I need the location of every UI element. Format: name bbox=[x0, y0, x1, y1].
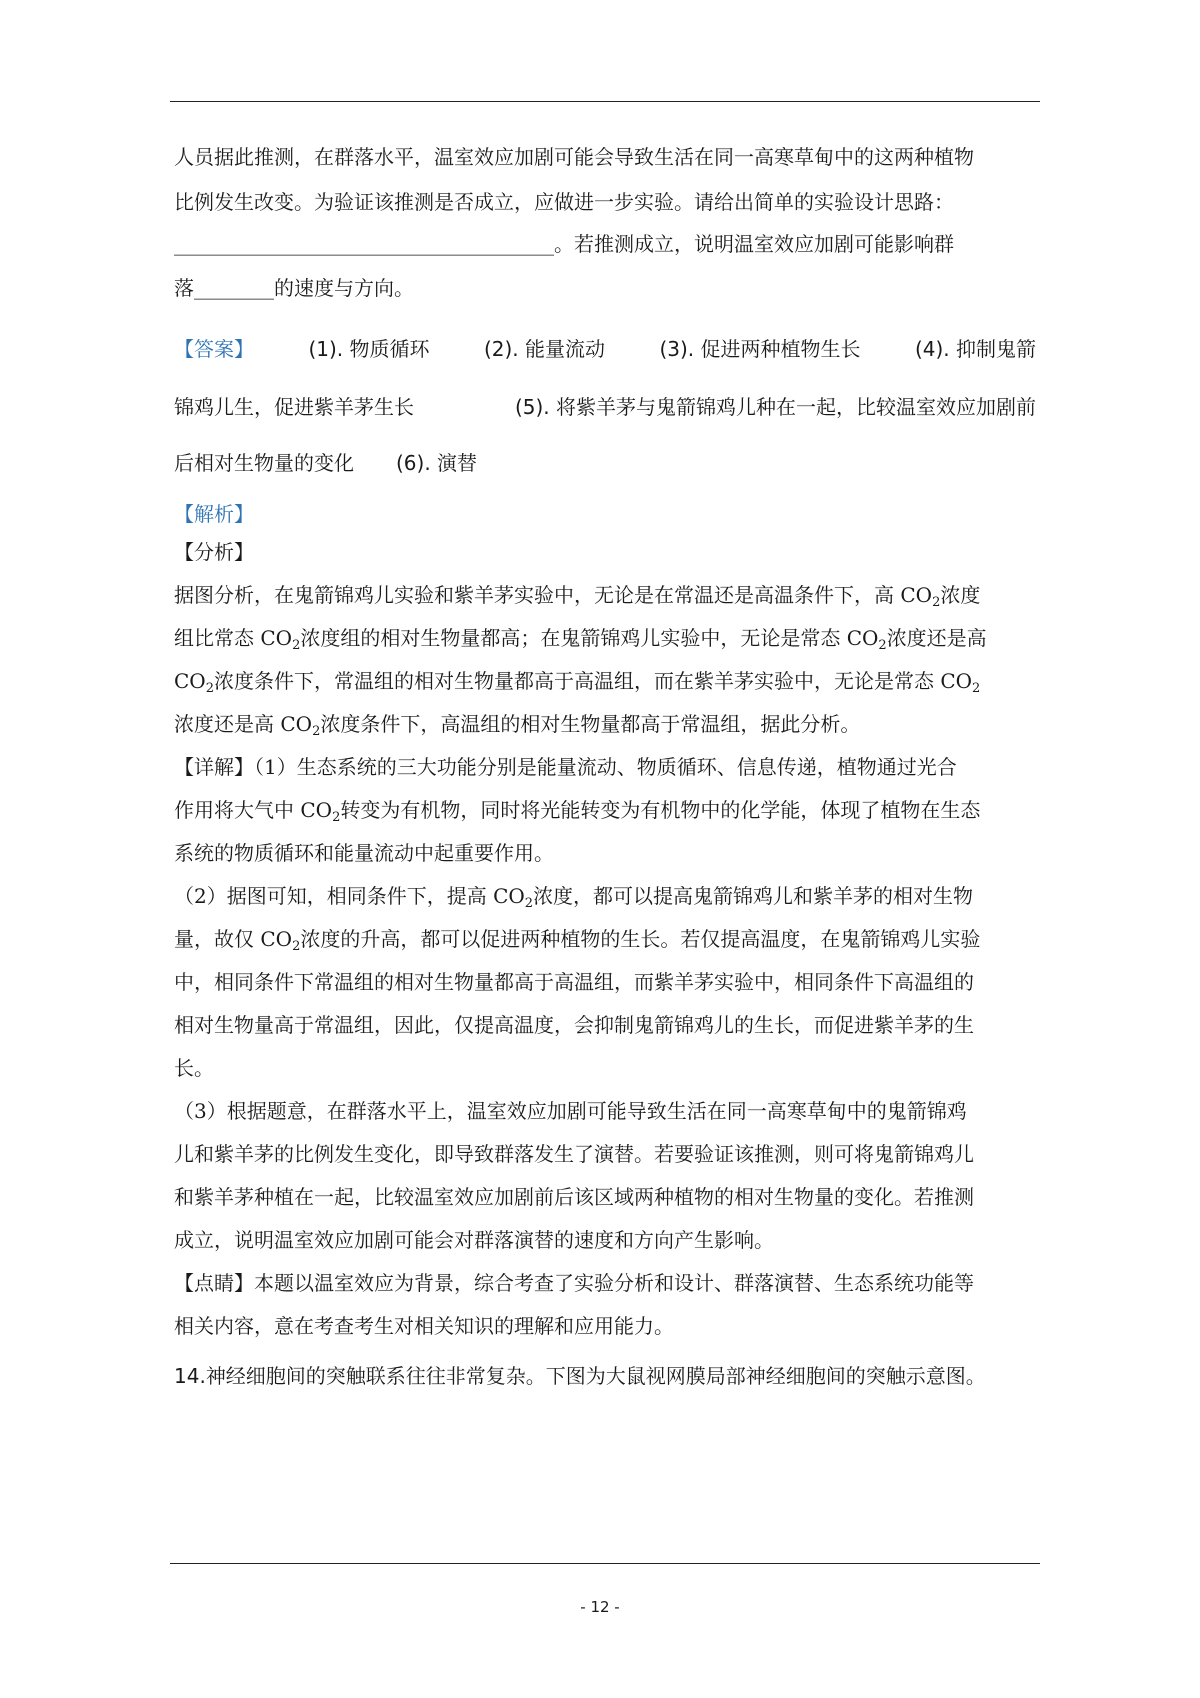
answer-row bbox=[174, 376, 1036, 438]
analysis-text: 浓度条件下，常温组的相对生物量都高于高温组，而在紫羊茅实验中，无论是常态 CO bbox=[213, 669, 973, 693]
detail-line: 和紫羊茅种植在一起，比较温室效应加剧前后该区域两种植物的相对生物量的变化。若推测 bbox=[174, 1185, 974, 1209]
subscript: 2 bbox=[878, 638, 887, 653]
detail-line bbox=[174, 790, 1036, 830]
analysis-text: 浓度 bbox=[940, 583, 981, 607]
question-text: 落 bbox=[174, 276, 194, 300]
comment-line: 【点睛】本题以温室效应为背景，综合考查了实验分析和设计、群落演替、生态系统功能等 bbox=[174, 1271, 974, 1295]
answer-item: (4). 抑制鬼箭 bbox=[914, 337, 1036, 361]
subscript: 2 bbox=[292, 939, 301, 954]
analysis-text: 浓度还是高 bbox=[886, 626, 987, 650]
detail-line: 儿和紫羊茅的比例发生变化，即导致群落发生了演替。若要验证该推测，则可将鬼箭锦鸡儿 bbox=[174, 1142, 974, 1166]
answer-item: 锦鸡儿生，促进紫羊茅生长 bbox=[174, 395, 414, 419]
detail-text: （2）据图可知，相同条件下，提高 CO bbox=[174, 884, 525, 908]
analysis-line bbox=[174, 661, 1036, 701]
question-line: 人员据此推测，在群落水平，温室效应加剧可能会导致生活在同一高寒草甸中的这两种植物 bbox=[174, 145, 974, 169]
answer-row bbox=[174, 432, 1036, 494]
detail-line bbox=[174, 876, 1036, 916]
answer-label: 【答案】 bbox=[174, 337, 254, 361]
answer-item: (2). 能量流动 bbox=[483, 337, 605, 361]
subscript: 2 bbox=[205, 681, 214, 696]
analysis-text: 组比常态 CO bbox=[174, 626, 293, 650]
answer-item: (3). 促进两种植物生长 bbox=[659, 337, 861, 361]
question-line: 比例发生改变。为验证该推测是否成立，应做进一步实验。请给出简单的实验设计思路： bbox=[174, 190, 954, 214]
detail-line: 长。 bbox=[174, 1056, 214, 1080]
answer-item: (1). 物质循环 bbox=[308, 337, 430, 361]
answer-item: (6). 演替 bbox=[396, 451, 478, 475]
subscript: 2 bbox=[932, 595, 941, 610]
analysis-heading: 【解析】 bbox=[174, 502, 254, 526]
detail-text: 作用将大气中 CO bbox=[174, 798, 333, 822]
detail-line bbox=[174, 919, 1036, 959]
detail-line: 系统的物质循环和能量流动中起重要作用。 bbox=[174, 841, 554, 865]
detail-text: 量，故仅 CO bbox=[174, 927, 293, 951]
question-14 bbox=[174, 1356, 1036, 1396]
analysis-text: 据图分析，在鬼箭锦鸡儿实验和紫羊茅实验中，无论是在常温还是高温条件下，高 CO bbox=[174, 583, 933, 607]
analysis-text: 浓度组的相对生物量都高；在鬼箭锦鸡儿实验中，无论是常态 CO bbox=[300, 626, 879, 650]
subscript: 2 bbox=[524, 896, 534, 911]
section-label: 【详解】 bbox=[174, 755, 254, 779]
answer-blank: ________ bbox=[194, 276, 274, 300]
question-text: 。若推测成立，说明温室效应加剧可能影响群 bbox=[554, 232, 954, 256]
detail-line: 成立，说明温室效应加剧可能会对群落演替的速度和方向产生影响。 bbox=[174, 1228, 774, 1252]
subscript: 2 bbox=[972, 681, 981, 696]
section-label: 【分析】 bbox=[174, 540, 254, 564]
subscript: 2 bbox=[312, 724, 321, 739]
detail-text: （1）生态系统的三大功能分别是能量流动、物质循环、信息传递，植物通过光合 bbox=[254, 755, 957, 779]
footer-rule bbox=[170, 1563, 1040, 1564]
header-rule bbox=[170, 101, 1040, 102]
detail-line: （3）根据题意，在群落水平上，温室效应加剧可能导致生活在同一高寒草甸中的鬼箭锦鸡 bbox=[174, 1099, 967, 1123]
answer-blank: ______________________________________ bbox=[174, 232, 554, 256]
question-line bbox=[174, 224, 1036, 264]
question-line bbox=[174, 268, 1036, 308]
analysis-line bbox=[174, 618, 1036, 658]
answer-item: 后相对生物量的变化 bbox=[174, 451, 354, 475]
answer-row bbox=[174, 318, 1036, 380]
question-text: 的速度与方向。 bbox=[274, 276, 414, 300]
analysis-line bbox=[174, 575, 1036, 615]
detail-text: 浓度的升高，都可以促进两种植物的生长。若仅提高温度，在鬼箭锦鸡儿实验 bbox=[300, 927, 981, 951]
detail-line: 相对生物量高于常温组，因此，仅提高温度，会抑制鬼箭锦鸡儿的生长，而促进紫羊茅的生 bbox=[174, 1013, 974, 1037]
question-number: 14. bbox=[174, 1364, 206, 1388]
answer-item: (5). 将紫羊茅与鬼箭锦鸡儿种在一起，比较温室效应加剧前 bbox=[514, 395, 1036, 419]
detail-text: 浓度，都可以提高鬼箭锦鸡儿和紫羊茅的相对生物 bbox=[533, 884, 974, 908]
subscript: 2 bbox=[332, 810, 341, 825]
detail-line: 中，相同条件下常温组的相对生物量都高于高温组，而紫羊茅实验中，相同条件下高温组的 bbox=[174, 970, 974, 994]
question-text: 神经细胞间的突触联系往往非常复杂。下图为大鼠视网膜局部神经细胞间的突触示意图。 bbox=[205, 1364, 986, 1388]
subscript: 2 bbox=[292, 638, 301, 653]
analysis-line bbox=[174, 704, 1036, 744]
detail-text: 转变为有机物，同时将光能转变为有机物中的化学能，体现了植物在生态 bbox=[340, 798, 981, 822]
page-content bbox=[174, 140, 1036, 1396]
detail-line bbox=[174, 747, 1036, 787]
analysis-text: CO bbox=[174, 669, 206, 693]
page-number: - 12 - bbox=[580, 1598, 620, 1616]
analysis-text: 浓度还是高 CO bbox=[174, 712, 313, 736]
analysis-text: 浓度条件下，高温组的相对生物量都高于常温组，据此分析。 bbox=[320, 712, 861, 736]
comment-line: 相关内容，意在考查考生对相关知识的理解和应用能力。 bbox=[174, 1314, 674, 1338]
